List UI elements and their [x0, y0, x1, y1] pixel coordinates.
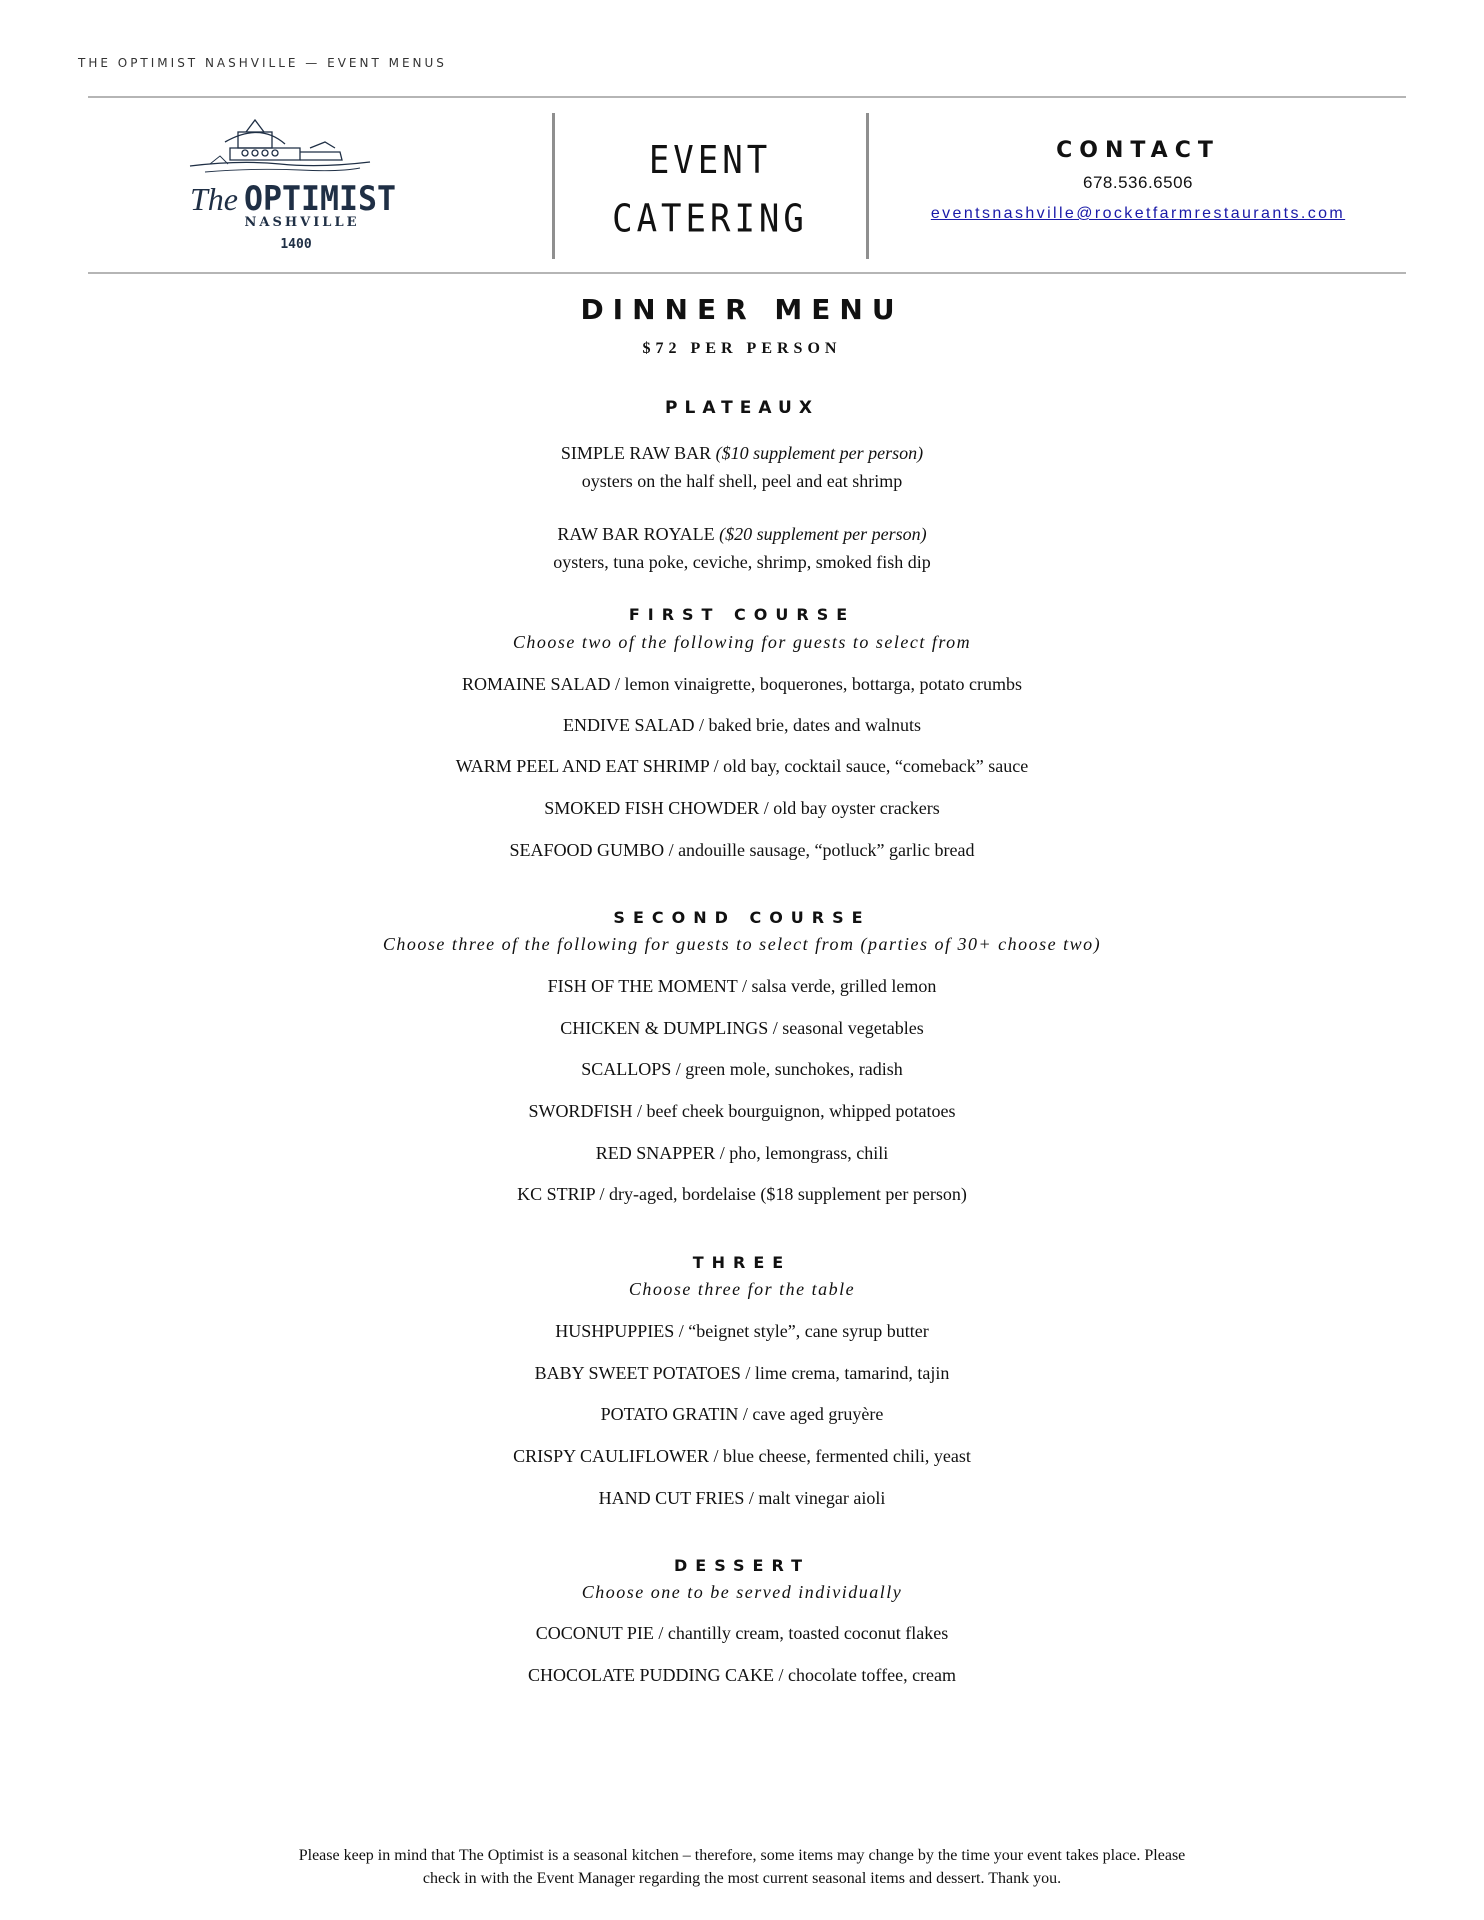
footer-line-1: Please keep in mind that The Optimist is a seasonal kitchen – therefore, some items may change by the time your event takes place. Please — [298, 1847, 1186, 1864]
contact-block — [870, 138, 1406, 223]
optimist-logo — [150, 112, 450, 262]
menu-item: FISH OF THE MOMENT / salsa verde, grilled lemon — [547, 976, 937, 996]
plateaux-item-name — [0, 443, 1484, 464]
lighthouse-boat-icon — [190, 120, 370, 172]
section-heading-first-course: FIRST COURSE — [628, 605, 856, 624]
header-divider-right — [866, 113, 869, 259]
menu-item: RED SNAPPER / pho, lemongrass, chili — [595, 1143, 889, 1163]
second-course-note: Choose three of the following for guests to select from (parties of 30+ choose two) — [382, 934, 1102, 954]
page-header-label: THE OPTIMIST NASHVILLE — EVENT MENUS — [78, 56, 447, 70]
menu-item: CRISPY CAULIFLOWER / blue cheese, fermented chili, yeast — [513, 1446, 971, 1466]
contact-email-link[interactable]: eventsnashville@rocketfarmrestaurants.com — [930, 205, 1346, 222]
first-course-note: Choose two of the following for guests to select from — [512, 632, 972, 652]
menu-item: CHOCOLATE PUDDING CAKE / chocolate toffee, cream — [527, 1665, 957, 1685]
menu-item: HAND CUT FRIES / malt vinegar aioli — [598, 1488, 886, 1508]
menu-item: KC STRIP / dry-aged, bordelaise ($18 supplement per person) — [517, 1184, 967, 1204]
contact-phone[interactable]: 678.536.6506 — [1083, 173, 1193, 192]
menu-item: CHICKEN & DUMPLINGS / seasonal vegetables — [560, 1018, 924, 1038]
contact-title: CONTACT — [1056, 138, 1220, 163]
header-top-rule — [88, 96, 1406, 98]
section-heading-dessert: DESSERT — [674, 1556, 810, 1575]
menu-item: COCONUT PIE / chantilly cream, toasted coconut flakes — [535, 1623, 949, 1643]
menu-item: ROMAINE SALAD / lemon vinaigrette, boquerones, bottarga, potato crumbs — [461, 674, 1023, 694]
logo-name: OPTIMIST — [244, 179, 396, 219]
menu-price: $72 PER PERSON — [642, 340, 842, 357]
plateaux-item-title: RAW BAR ROYALE — [557, 524, 715, 544]
plateaux-item-title: SIMPLE RAW BAR — [560, 443, 712, 463]
menu-item: SCALLOPS / green mole, sunchokes, radish — [581, 1059, 903, 1079]
footer-note — [200, 1844, 1284, 1890]
logo-city: NASHVILLE — [244, 215, 360, 230]
plateaux-item-supplement: ($20 supplement per person) — [719, 524, 927, 544]
logo-number: 1400 — [280, 237, 312, 252]
menu-item: HUSHPUPPIES / “beignet style”, cane syrup butter — [555, 1321, 929, 1341]
plateaux-item-desc: oysters on the half shell, peel and eat shrimp — [581, 471, 903, 491]
menu-item: SWORDFISH / beef cheek bourguignon, whipped potatoes — [528, 1101, 956, 1121]
catering-line-1: EVENT — [648, 138, 772, 184]
menu-item: BABY SWEET POTATOES / lime crema, tamarind, tajin — [534, 1363, 950, 1383]
section-heading-three: THREE — [692, 1253, 792, 1272]
three-note: Choose three for the table — [628, 1279, 856, 1299]
plateaux-item-desc: oysters, tuna poke, ceviche, shrimp, smoked fish dip — [553, 552, 931, 572]
header-bottom-rule — [88, 272, 1406, 274]
event-catering-title — [580, 132, 840, 248]
menu-item: WARM PEEL AND EAT SHRIMP / old bay, cocktail sauce, “comeback” sauce — [455, 756, 1029, 776]
section-heading-second-course: SECOND COURSE — [613, 908, 871, 927]
menu-item: POTATO GRATIN / cave aged gruyère — [600, 1404, 884, 1424]
dessert-note: Choose one to be served individually — [581, 1582, 903, 1602]
menu-item: SMOKED FISH CHOWDER / old bay oyster crackers — [544, 798, 940, 818]
menu-item: ENDIVE SALAD / baked brie, dates and walnuts — [563, 715, 921, 735]
logo-the: The — [190, 181, 238, 217]
footer-line-2: check in with the Event Manager regarding the most current seasonal items and dessert. Thank you. — [422, 1870, 1062, 1887]
header-divider-left — [552, 113, 555, 259]
plateaux-item-supplement: ($10 supplement per person) — [715, 443, 924, 463]
menu-item: SEAFOOD GUMBO / andouille sausage, “potluck” garlic bread — [509, 840, 975, 860]
catering-line-2: CATERING — [612, 196, 808, 242]
menu-title: DINNER MENU — [580, 293, 904, 326]
section-heading-plateaux: PLATEAUX — [665, 398, 819, 418]
plateaux-item-name — [0, 524, 1484, 545]
